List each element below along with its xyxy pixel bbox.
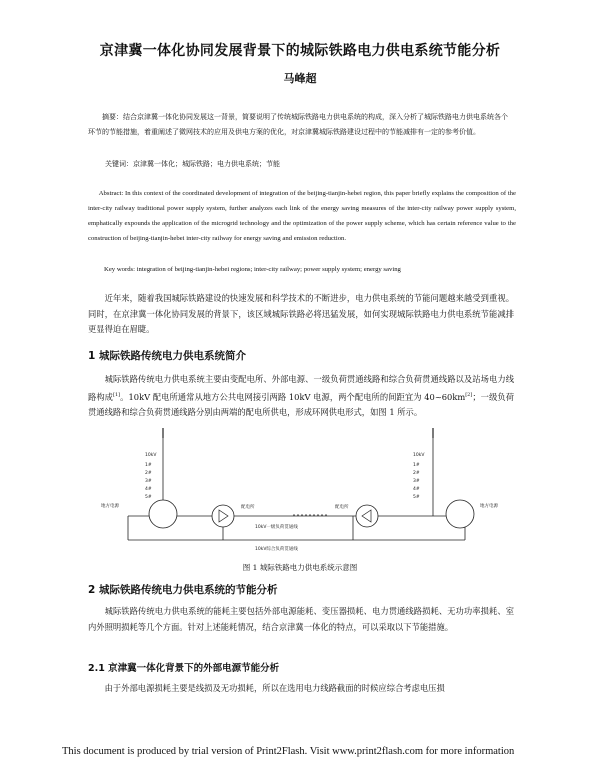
right-label-1: 1# xyxy=(413,463,420,468)
right-label-2: 2# xyxy=(413,471,420,476)
keywords-chinese: 关键词：京津冀一体化；城际铁路；电力供电系统；节能 xyxy=(105,160,280,168)
left-substation-circle xyxy=(212,505,234,527)
left-label-1: 1# xyxy=(145,463,152,468)
left-label-2: 2# xyxy=(145,471,152,476)
right-label-0: 10kV xyxy=(413,453,425,458)
citation-1[interactable]: [1] xyxy=(113,391,121,398)
right-label-4: 4# xyxy=(413,487,420,492)
right-label-5: 5# xyxy=(413,495,420,500)
left-label-0: 10kV xyxy=(145,453,157,458)
keywords-english: Key words: integration of beijing-tianjin-hebei regions; inter-city railway; power supply system; energy saving xyxy=(104,266,401,273)
right-label-3: 3# xyxy=(413,479,420,484)
right-substation-label: 配电所 xyxy=(335,505,349,510)
section-2-1-heading: 2.1 京津冀一体化背景下的外部电源节能分析 xyxy=(88,663,280,674)
section-1-text-b: 。10kV 配电所通常从地方公共电网接引两路 10kV 电源，两个配电所的间距宜为 40~60km xyxy=(120,391,466,402)
left-source-circle xyxy=(149,500,177,528)
left-source-label: 地方电源 xyxy=(101,504,119,509)
left-label-5: 5# xyxy=(145,495,152,500)
section-1-paragraph xyxy=(88,372,514,420)
section-1-text-c: ；一级负荷贯通线路和综合负荷贯通线路分别由两端的配电所供电，形成环网供电形式，如图 1 所示。 xyxy=(88,391,514,417)
right-source-label: 地方电源 xyxy=(480,504,498,509)
upper-line-label: 10kV一级负荷贯通线 xyxy=(255,525,298,530)
left-label-4: 4# xyxy=(145,487,152,492)
section-2-1-paragraph: 由于外部电源损耗主要是线损及无功损耗，所以在选用电力线路截面的时候应综合考虑电压损 xyxy=(104,683,445,693)
left-label-3: 3# xyxy=(145,479,152,484)
right-source-circle xyxy=(446,500,474,528)
abstract-chinese: 摘要：结合京津冀一体化协同发展这一背景，简要说明了传统城际铁路电力供电系统的构成，深入分析了城际铁路电力供电系统各个环节的节能措施，着重阐述了微网技术的应用及供电方案的优化，对京津冀城际铁路建设过程中的节能减排有一定的参考价值。 xyxy=(88,113,508,136)
paper-title: 京津冀一体化协同发展背景下的城际铁路电力供电系统节能分析 xyxy=(99,43,501,59)
power-supply-diagram xyxy=(95,428,525,556)
introduction-paragraph: 近年来，随着我国城际铁路建设的快速发展和科学技术的不断进步，电力供电系统的节能问题越来越受到重视。同时，在京津冀一体化协同发展的背景下，该区域城际铁路必将迅猛发展，如何实现城际铁路电力供电系统节能减排更显得迫在眉睫。 xyxy=(88,293,514,334)
author-name: 马峰超 xyxy=(283,72,317,85)
section-1-text-a: 城际铁路传统电力供电系统主要由变配电所、外部电源、一级负荷贯通线路和综合负荷贯通线路以及站场电力线路构成 xyxy=(88,374,514,402)
lower-line-label: 10kV综合负荷贯通线 xyxy=(255,547,298,552)
right-substation-circle xyxy=(356,505,378,527)
citation-2[interactable]: [2] xyxy=(465,391,473,398)
section-2-paragraph: 城际铁路传统电力供电系统的能耗主要包括外部电源能耗、变压器损耗、电力贯通线路损耗、无功功率损耗、室内外照明损耗等几个方面。针对上述能耗情况，结合京津冀一体化的特点，可以采取以下节能措施。 xyxy=(88,606,514,632)
section-1-heading: 1 城际铁路传统电力供电系统简介 xyxy=(88,350,246,362)
left-substation-label: 配电所 xyxy=(241,505,255,510)
abstract-english: Abstract: In this context of the coordinated development of integration of the beijing-tianjin-hebei region, this paper briefly explains the composition of the inter-city railway traditional power supply system, further analyzes each link of the energy saving measures of the inter-city railway power supply system, emphatically expounds the application of the microgrid technology and the optimization of the power supply scheme, which has certain reference value to the construction of beijing-tianjin-hebei inter-city railway for energy saving and emission reduction. xyxy=(88,190,516,242)
section-2-heading: 2 城际铁路传统电力供电系统的节能分析 xyxy=(88,584,278,596)
figure-caption: 图 1 城际铁路电力供电系统示意图 xyxy=(242,563,358,572)
trial-watermark-footer: This document is produced by trial version of Print2Flash. Visit www.print2flash.com for more information xyxy=(62,746,515,757)
